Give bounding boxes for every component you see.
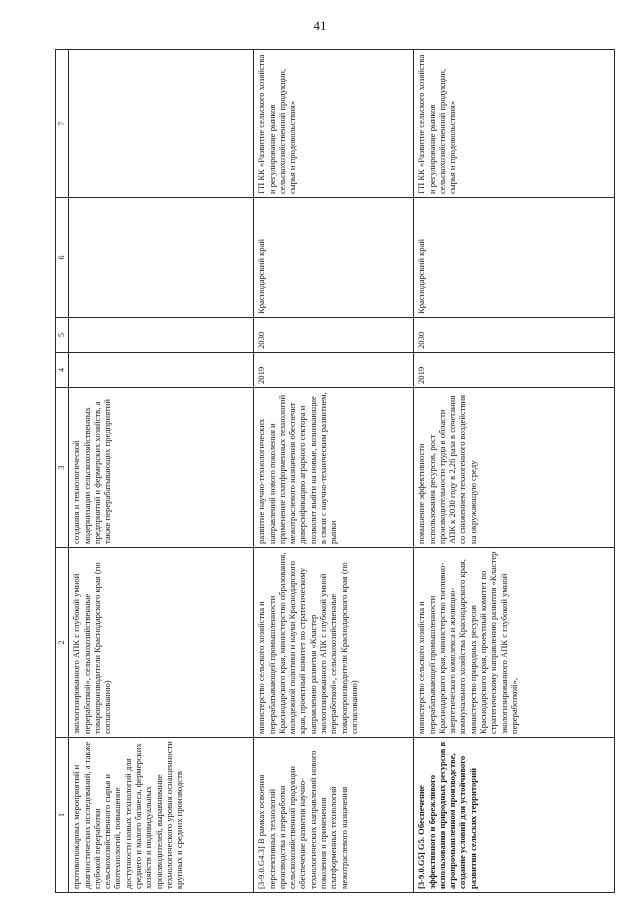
column-number-6: 6 [56,198,69,318]
cell-program: ГП КК «Развитие сельского хозяйства и регулирование рынков сельскохозяйственной продукции, сырья и продовольствия» [414,50,615,198]
cell-territory: Краснодарский край [254,198,414,318]
cell-result: повышение эффективности использования ресурсов, рост производительности труда в области АПК к 2030 году в 2,26 раза в сочетании со снижением техногенного воздействия на окружающую среду [414,388,615,548]
cell-responsible: министерство сельского хозяйства и перерабатывающей промышленности Краснодарского края, министерство топливно-энергетического комплекса и жилищно-коммунального хозяйства Краснодарского края, министерство природных ресурсов Краснодарского края, проектный комитет по стратегическому направлению развития «Кластер экологизированного АПК с глубокой умной переработкой», [414,548,615,738]
cell-result: развитие научно-технологических направлений нового поколения и применение платформенных технологий межотраслевого назначения обеспечит диверсификацию аграрного сектора и позволит выйти на новые, возникающие в связи с научно-техническим развитием, рынки [254,388,414,548]
cell-start-year: 2019 [254,353,414,388]
table-header-row [56,50,69,893]
column-number-3: 3 [56,388,69,548]
cell-measure: [3-9.0.G4.3] В рамках освоения перспективных технологий производства и переработки сельскохозяйственной продукции обеспечение развития научно-технологических направлений нового поколения и применения платформенных технологий межотраслевого назначения [254,738,414,893]
table-row [254,50,414,893]
column-number-7: 7 [56,50,69,198]
cell-measure-bold: [3-9.0.G5] G5. Обеспечение эффективного и бережливого использования природных ресурсов в агропромышленном производстве, создание условий для устойчивого развития сельских территорий [414,738,615,893]
column-number-2: 2 [56,548,69,738]
cell-territory: Краснодарский край [414,198,615,318]
table-row [414,50,615,893]
cell-end-year: 2030 [414,318,615,353]
cell-program: ГП КК «Развитие сельского хозяйства и регулирование рынков сельскохозяйственной продукции, сырья и продовольствия» [254,50,414,198]
cell-program [69,50,254,198]
table-row [69,50,254,893]
cell-measure: противопожарных мероприятий и диагностических исследований, а также глубокой переработки сельскохозяйственного сырья и биотехнологий, повышение доступности новых технологий для среднего и малого бизнеса, фермерских хозяйств и индивидуальных производителей, выравнивание технологического уровня оснащенности крупных и средних производств [69,738,254,893]
rotated-table-container [55,50,615,893]
page-number: 41 [313,18,327,33]
cell-responsible: экологизированного АПК с глубокой умной переработкой», сельскохозяйственные товаропроизводители Краснодарского края (по согласованию) [69,548,254,738]
cell-start-year: 2019 [414,353,615,388]
cell-end-year [69,318,254,353]
cell-responsible: министерство сельского хозяйства и перерабатывающей промышленности Краснодарского края, министерство образования, молодежной политики и науки Краснодарского края, проектный комитет по стратегическому направлению развития «Кластер экологизированного АПК с глубокой умной переработкой», сельскохозяйственные товаропроизводители Краснодарского края (по согласованию) [254,548,414,738]
column-number-5: 5 [56,318,69,353]
column-number-1: 1 [56,738,69,893]
cell-start-year [69,353,254,388]
column-number-4: 4 [56,353,69,388]
cell-end-year: 2030 [254,318,414,353]
cell-territory [69,198,254,318]
cell-result: создания и технологической модернизации сельскохозяйственных предприятий и фермерских хозяйств, а также перерабатывающих предприятий [69,388,254,548]
document-table [55,49,615,893]
